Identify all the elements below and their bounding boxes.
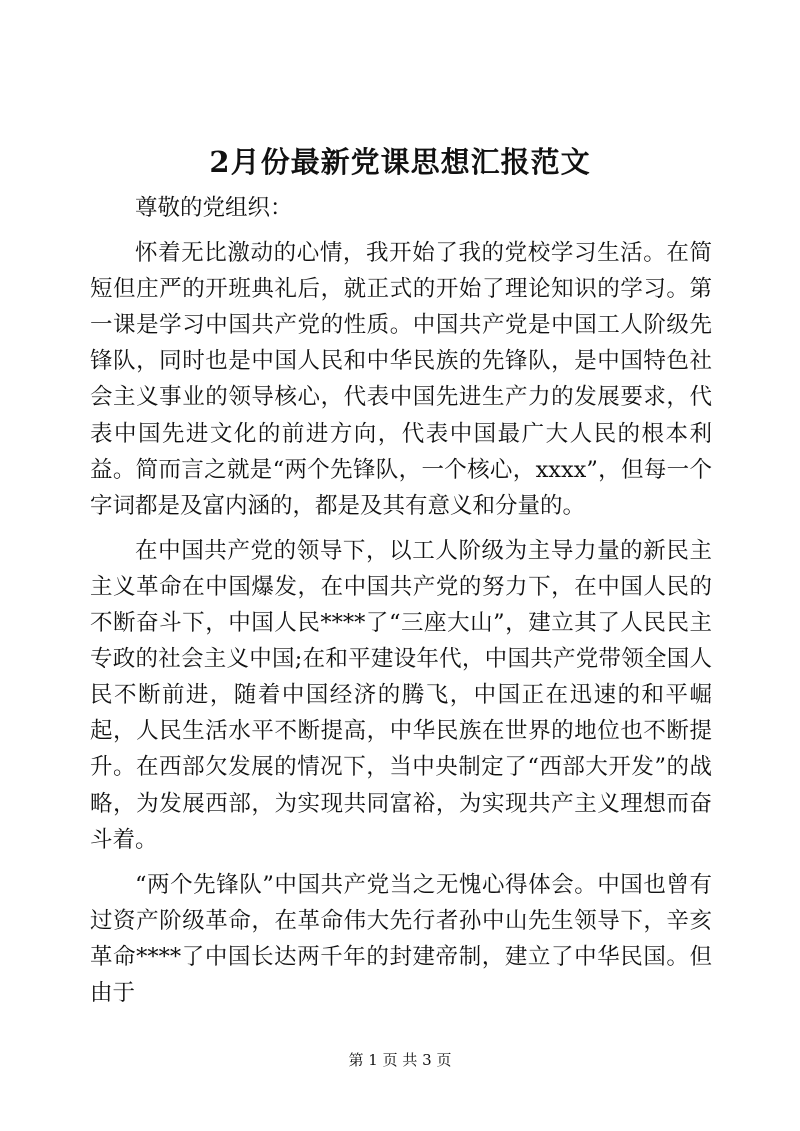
document-body <box>90 190 712 1011</box>
document-title: 2月份最新党课思想汇报范文 <box>209 145 591 179</box>
salutation: 尊敬的党组织： <box>135 195 293 221</box>
paragraph-2: 在中国共产党的领导下，以工人阶级为主导力量的新民主主义革命在中国爆发，在中国共产党的努力下，在中国人民的不断奋斗下，中国人民****了“三座大山”，建立其了人民民主专政的社会主义中国;在和平建设年代，中国共产党带领全国人民不断前进，随着中国经济的腾飞，中国正在迅速的和平崛起，人民生活水平不断提高，中华民族在世界的地位也不断提升。在西部欠发展的情况下，当中央制定了“西部大开发”的战略，为发展西部，为实现共同富裕，为实现共产主义理想而奋斗着。 <box>90 537 712 853</box>
paragraph-1: 怀着无比激动的心情，我开始了我的党校学习生活。在简短但庄严的开班典礼后，就正式的开始了理论知识的学习。第一课是学习中国共产党的性质。中国共产党是中国工人阶级先锋队，同时也是中国人民和中华民族的先锋队，是中国特色社会主义事业的领导核心，代表中国先进生产力的发展要求，代表中国先进文化的前进方向，代表中国最广大人民的根本利益。简而言之就是“两个先锋队，一个核心，xxxx”，但每一个字词都是及富内涵的，都是及其有意义和分量的。 <box>90 240 712 519</box>
page-number-footer: 第 1 页 共 3 页 <box>348 1051 452 1069</box>
paragraph-3: “两个先锋队”中国共产党当之无愧心得体会。中国也曾有过资产阶级革命，在革命伟大先行者孙中山先生领导下，辛亥革命****了中国长达两千年的封建帝制，建立了中华民国。但由于 <box>90 871 712 1006</box>
